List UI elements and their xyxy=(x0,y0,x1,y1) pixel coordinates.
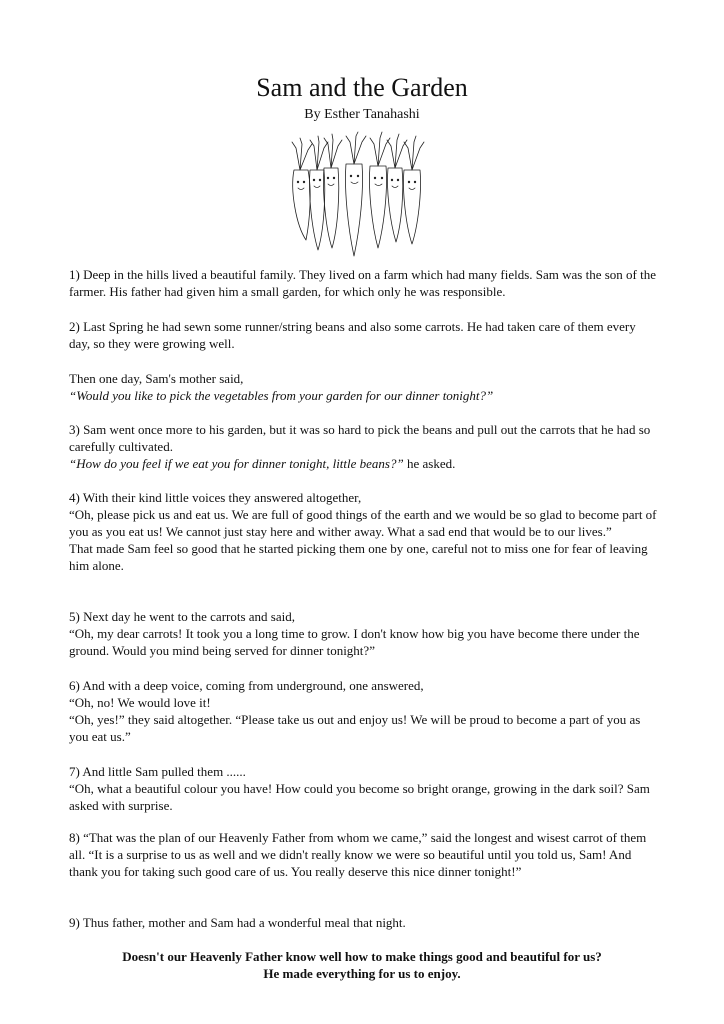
paragraph-text: “Oh, my dear carrots! It took you a long time to grow. I don't know how big you have become there under the ground. Would you mind being served for dinner tonight?” xyxy=(69,626,640,658)
paragraph-text: “Oh, yes!” they said altogether. “Please take us out and enjoy us! We will be proud to become a part of you as you eat us.” xyxy=(69,712,641,744)
paragraph-text: 5) Next day he went to the carrots and said, xyxy=(69,609,295,624)
paragraph-5 xyxy=(69,489,659,574)
carrot-icon xyxy=(403,136,424,244)
paragraph-8 xyxy=(69,763,659,814)
paragraph-text: Then one day, Sam's mother said, xyxy=(69,371,244,386)
paragraph-text: 7) And little Sam pulled them ...... xyxy=(69,764,246,779)
carrot-icon xyxy=(292,138,312,240)
author-byline: By Esther Tanahashi xyxy=(304,107,420,122)
paragraph-6 xyxy=(69,608,659,659)
paragraph-4 xyxy=(69,421,659,472)
paragraph-9 xyxy=(69,829,659,880)
paragraph-text: he asked. xyxy=(403,456,456,471)
page-title: Sam and the Garden xyxy=(256,73,468,102)
paragraph-text: 4) With their kind little voices they answered altogether, xyxy=(69,490,362,505)
closing-message xyxy=(40,948,684,982)
paragraph-text: 8) “That was the plan of our Heavenly Father from whom we came,” said the longest and wisest carrot of them all. “It is a surprise to us as well and we didn't really know we were so beautiful until you told us, Sam! And thank you for taking such good care of us. You really deserve this nice dinner tonight!” xyxy=(69,830,647,879)
paragraph-text: “Oh, please pick us and eat us. We are full of good things of the earth and we would be so glad to become part of you as you eat us! We cannot just stay here and wither away. What a sad end that would be to our lives.” xyxy=(69,507,657,539)
paragraph-1 xyxy=(69,266,659,300)
paragraph-text: 6) And with a deep voice, coming from underground, one answered, xyxy=(69,678,424,693)
paragraph-2 xyxy=(69,318,659,352)
closing-line: He made everything for us to enjoy. xyxy=(263,966,461,981)
quote-text: “Would you like to pick the vegetables from your garden for our dinner tonight?” xyxy=(69,388,494,403)
quote-text: “How do you feel if we eat you for dinner tonight, little beans?” xyxy=(69,456,404,471)
paragraph-7 xyxy=(69,677,659,745)
paragraph-text: “Oh, no! We would love it! xyxy=(69,695,211,710)
paragraph-3 xyxy=(69,370,659,404)
carrot-icon xyxy=(323,134,342,248)
carrot-icon xyxy=(387,134,407,242)
paragraph-text: 1) Deep in the hills lived a beautiful family. They lived on a farm which had many fields. Sam was the son of the farmer. His father had given him a small garden, for which only he was responsible. xyxy=(69,267,657,299)
quote-line xyxy=(69,455,659,472)
paragraph-text: “Oh, what a beautiful colour you have! How could you become so bright orange, growing in the dark soil? Sam asked with surprise. xyxy=(69,781,650,813)
carrot-icon xyxy=(345,132,366,256)
paragraph-10 xyxy=(69,914,659,931)
paragraph-text: That made Sam feel so good that he started picking them one by one, careful not to miss one for fear of leaving him alone. xyxy=(69,541,648,573)
carrots-illustration xyxy=(286,130,436,260)
carrot-icon xyxy=(309,136,328,250)
paragraph-text: 3) Sam went once more to his garden, but it was so hard to pick the beans and pull out the carrots that he had so carefully cultivated. xyxy=(69,422,651,454)
paragraph-text: 2) Last Spring he had sewn some runner/string beans and also some carrots. He had taken care of them every day, so they were growing well. xyxy=(69,319,636,351)
carrot-icon xyxy=(369,132,390,248)
closing-line: Doesn't our Heavenly Father know well how to make things good and beautiful for us? xyxy=(122,949,602,964)
paragraph-text: 9) Thus father, mother and Sam had a wonderful meal that night. xyxy=(69,915,406,930)
